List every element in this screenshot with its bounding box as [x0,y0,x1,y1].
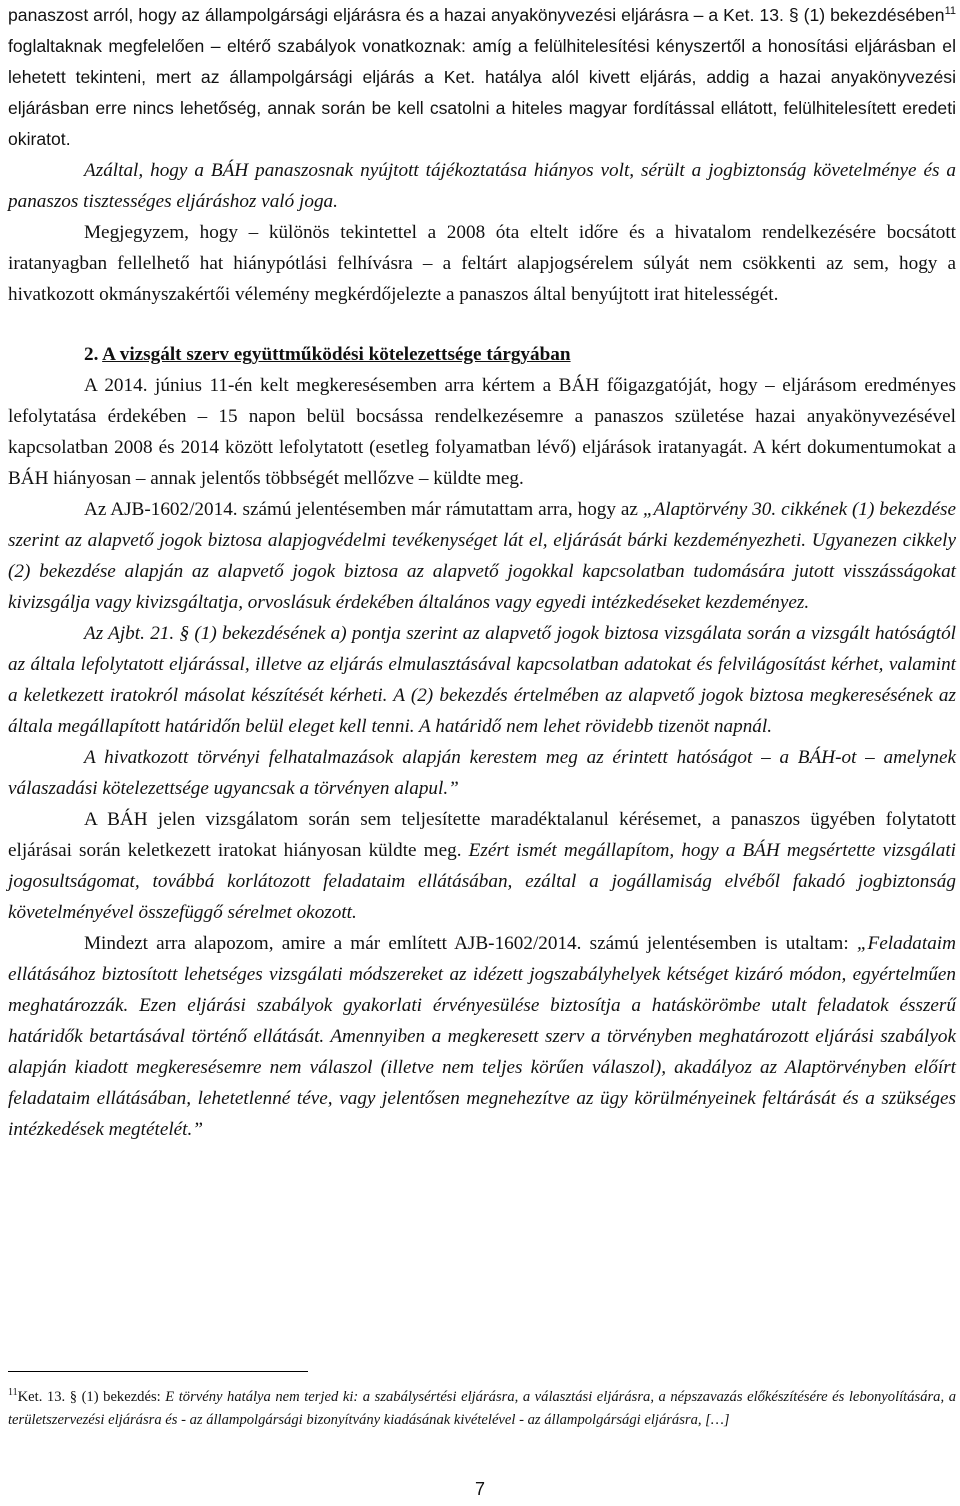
paragraph-intro-text: panaszost arról, hogy az állampolgársági eljárásra és a hazai anyakönyvezési eljárásra – a Ket. 13. § (1) bekezdésében [8,5,945,25]
paragraph-basis-lead: Mindezt arra alapozom, amire a már említett AJB-1602/2014. számú jelentésemben is utaltam: [84,933,857,954]
paragraph-finding [8,804,956,928]
paragraph-previous-report [8,494,956,618]
paragraph-remark: Megjegyzem, hogy – különös tekintettel a 2008 óta eltelt időre és a hivatalom rendelkezésére bocsátott iratanyagban fellelhető hat hiánypótlási felhívásra – a feltárt alapjogsérelem súlyát nem csökkenti az sem, hogy a hivatkozott okmányszakértői vélemény megkérdőjelezte a panaszos által benyújtott irat hitelességét. [8,222,956,305]
footnote-separator [8,1371,308,1372]
footnote-lead: Ket. 13. § (1) bekezdés: [17,1389,166,1405]
footnote-reference[interactable]: 11 [944,5,956,18]
paragraph-ajbt: Az Ajbt. 21. § (1) bekezdésének a) pontja szerint az alapvető jogok biztosa vizsgálata során a vizsgált hatóságtól az általa lefolytatott eljárással, illetve az eljárás elmulasztásával kapcsolatban adatokat és felvilágosítást kérhet, valamint a keletkezett iratokról másolat készítését kérheti. A (2) bekezdés értelmében az alapvető jogok biztosa megkeresésének az általa megállapított határidőn belül eleget kell tenni. A határidő nem lehet rövidebb tizenöt napnál. [8,623,956,737]
section-heading [84,339,956,370]
paragraph-finding-italic: Ezért ismét megállapítom, hogy a BÁH megsértette vizsgálati jogosultságomat, továbbá korlátozott feladataim ellátásában, ezáltal a jogállamiság elvéből fakadó jogbiztonság követelményével összefüggő sérelmet okozott. [8,840,956,923]
footnote-mark: 11 [8,1387,18,1399]
paragraph-authorization: A hivatkozott törvényi felhatalmazások alapján kerestem meg az érintett hatóságot – a BÁH-ot – amelynek válaszadási kötelezettsége ugyancsak a törvényen alapul.” [8,747,956,799]
paragraph-finding-lead: A BÁH jelen vizsgálatom során sem teljesítette maradéktalanul kérésemet, a panaszos ügyében folytatott eljárásai során keletkezett iratokat hiányosan küldte meg. [8,809,956,861]
footnote-text: E törvény hatálya nem terjed ki: a szabálysértési eljárásra, a választási eljárásra, a népszavazás előkészítésére és lebonyolítására, a területszervezési eljárásra és - az állampolgársági bizonyítvány kiadásának kivételével - az állampolgársági eljárásra, […] [8,1389,956,1428]
paragraph-conclusion: Azáltal, hogy a BÁH panaszosnak nyújtott tájékoztatása hiányos volt, sérült a jogbiztonság követelménye és a panaszos tisztességes eljáráshoz való joga. [8,160,956,212]
page-number: 7 [474,1479,485,1499]
footnote-area [8,1371,956,1432]
paragraph-basis [8,928,956,1145]
section-heading-title: A vizsgált szerv együttműködési kötelezettsége tárgyában [102,344,571,365]
paragraph-intro [8,0,956,155]
paragraph-previous-report-quote: „Alaptörvény 30. cikkének (1) bekezdése szerint az alapvető jogok biztosa alapjogvédelmi tevékenységet lát el, eljárását bárki kezdeményezheti. Ugyanezen cikkely (2) bekezdése alapján az alapvető jogok biztosa az alapvető jogokkal kapcsolatban tudomására jutott visszásságokat kivizsgálja vagy kivizsgáltatja, orvoslásuk érdekében általános vagy egyedi intézkedéseket kezdeményez. [8,499,956,613]
footnote [8,1386,956,1432]
section-heading-number: 2. [84,344,99,365]
paragraph-previous-report-lead: Az AJB-1602/2014. számú jelentésemben már rámutattam arra, hogy az [84,499,643,520]
document-page [8,0,956,1145]
paragraph-intro-rest: foglaltaknak megfelelően – eltérő szabályok vonatkoznak: amíg a felülhitelesítési kényszertől a honosítási eljárásban el lehetett tekinteni, mert az állampolgársági eljárás a Ket. hatálya alól kivett eljárás, addig a hazai anyakönyvezési eljárásban erre nincs lehetőség, annak során be kell csatolni a hiteles magyar fordítással ellátott, felülhitelesített eredeti okiratot. [8,36,956,149]
paragraph-request: A 2014. június 11-én kelt megkeresésemben arra kértem a BÁH főigazgatóját, hogy – eljárásom eredményes lefolytatása érdekében – 15 napon belül bocsássa rendelkezésemre a panaszos születése hazai anyakönyvezésével kapcsolatban 2008 és 2014 között lefolytatott (esetleg folyamatban lévő) eljárások iratanyagát. A kért dokumentumokat a BÁH hiányosan – annak jelentős többségét mellőzve – küldte meg. [8,375,956,489]
paragraph-basis-quote: „Feladataim ellátásához biztosított lehetséges vizsgálati módszereket az idézett jogszabályhelyek kétséget kizáró módon, egyértelműen meghatározzák. Ezen eljárási szabályok gyakorlati érvényesülése biztosítja a hatáskörömbe utalt feladatok ésszerű határidők betartásával történő ellátását. Amennyiben a megkeresett szerv a törvényben meghatározott eljárási szabályok alapján kiadott megkeresésemre nem válaszol (illetve nem teljes körűen válaszol), akadályoz az Alaptörvényben előírt feladataim ellátásában, lehetetlenné téve, vagy jelentősen megnehezítve az ügy körülményeinek feltárását és a szükséges intézkedések megtételét.” [8,933,956,1140]
